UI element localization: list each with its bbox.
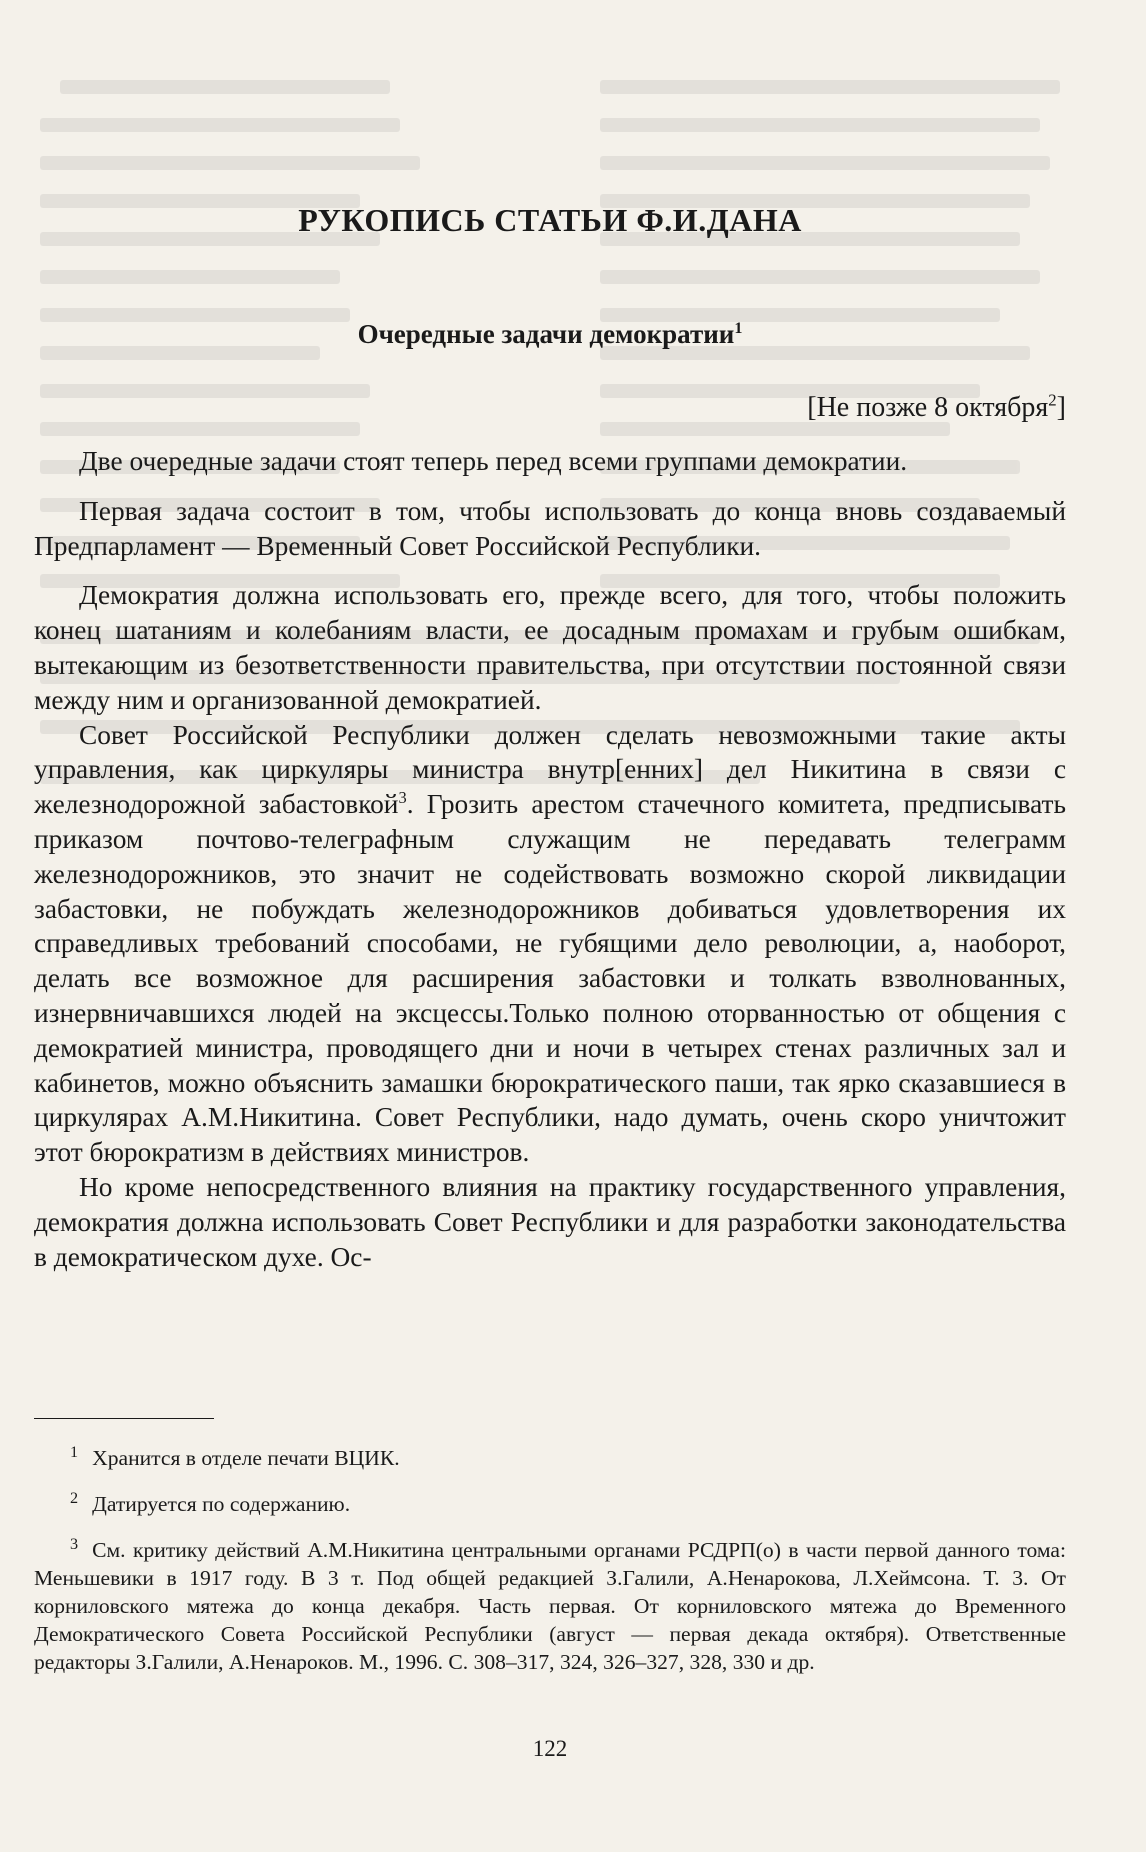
date-line	[807, 392, 1066, 424]
date-bracket: ]	[1056, 392, 1066, 423]
footnote-1	[34, 1444, 1066, 1472]
footnote-ref-1: 1	[734, 319, 743, 337]
footnote-number: 1	[70, 1442, 79, 1461]
footnotes	[34, 1432, 1066, 1676]
footnote-text: Хранится в отделе печати ВЦИК.	[92, 1446, 400, 1470]
paragraph-4-part-2: . Грозить арестом стачечного комитета, предписывать приказом почтово-телеграфным служащим не передавать телеграмм железнодорожников, это значит не содействовать возможно скорой ликвидации забастовки, не побуждать железнодорожников добиваться удовлетворения их справедливых требований способами, не губящими дело революции, а, наоборот, делать все возможное для расширения забастовки и толкать взволнованных, изнервничавшихся людей на эксцессы.Только полною оторванностью от общения с демократией министра, проводящего дни и ночи в четырех стенах различных зал и кабинетов, можно объяснить замашки бюрократического паши, так ярко сказавшиеся в циркулярах А.М.Никитина. Совет Республики, надо думать, очень скоро уничтожит этот бюрократизм в действиях министров.	[34, 789, 1066, 1168]
footnote-3	[34, 1536, 1066, 1676]
book-page	[34, 0, 1066, 1852]
paragraph-5: Но кроме непосредственного влияния на практику государственного управления, демократия должна использовать Совет Республики и для разработки законодательства в демократическом духе. Ос-	[34, 1171, 1066, 1272]
document-title: РУКОПИСЬ СТАТЬИ Ф.И.ДАНА	[298, 202, 802, 238]
footnote-2	[34, 1490, 1066, 1518]
footnote-ref-3: 3	[398, 788, 407, 808]
article-title-text: Очередные задачи демократии	[357, 319, 735, 349]
footnote-text: Датируется по содержанию.	[92, 1492, 351, 1516]
date-text: [Не позже 8 октября	[807, 392, 1049, 423]
page-number: 122	[532, 1736, 568, 1761]
article-title	[34, 319, 1066, 350]
footnote-divider	[34, 1418, 214, 1419]
footnote-text: См. критику действий А.М.Никитина центральными органами РСДРП(о) в части первой данного тома: Меньшевики в 1917 году. В 3 т. Под общей редакцией З.Галили, А.Ненарокова, Л.Хеймсона. Т. 3. От корниловского мятежа до конца декабря. Часть первая. От корниловского мятежа до Временного Демократического Совета Российской Республики (август — первая декада октября). Ответственные редакторы З.Галили, А.Ненароков. М., 1996. С. 308–317, 324, 326–327, 328, 330 и др.	[34, 1538, 1066, 1674]
footnote-ref-2: 2	[1048, 390, 1057, 410]
footnote-number: 2	[70, 1488, 79, 1507]
paragraph-3: Демократия должна использовать его, прежде всего, для того, чтобы положить конец шатаниям и колебаниям власти, ее досадным промахам и грубым ошибкам, вытекающим из безответственности правительства, при отсутствии постоянной связи между ним и организованной демократией.	[34, 580, 1066, 715]
footnote-number: 3	[70, 1534, 79, 1553]
paragraph-4	[34, 718, 1066, 1170]
body-text	[34, 444, 1066, 1274]
paragraph-2: Первая задача состоит в том, чтобы использовать до конца вновь создаваемый Предпарламент — Временный Совет Российской Республики.	[34, 495, 1066, 561]
paragraph-4-part-1: Совет Российской Республики должен сделать невозможными такие акты управления, как циркуляры министра внутр[енних] дел Никитина в связи с железнодорожной забастовкой	[34, 719, 1066, 820]
paragraph-1: Две очередные задачи стоят теперь перед всеми группами демократии.	[79, 446, 908, 476]
